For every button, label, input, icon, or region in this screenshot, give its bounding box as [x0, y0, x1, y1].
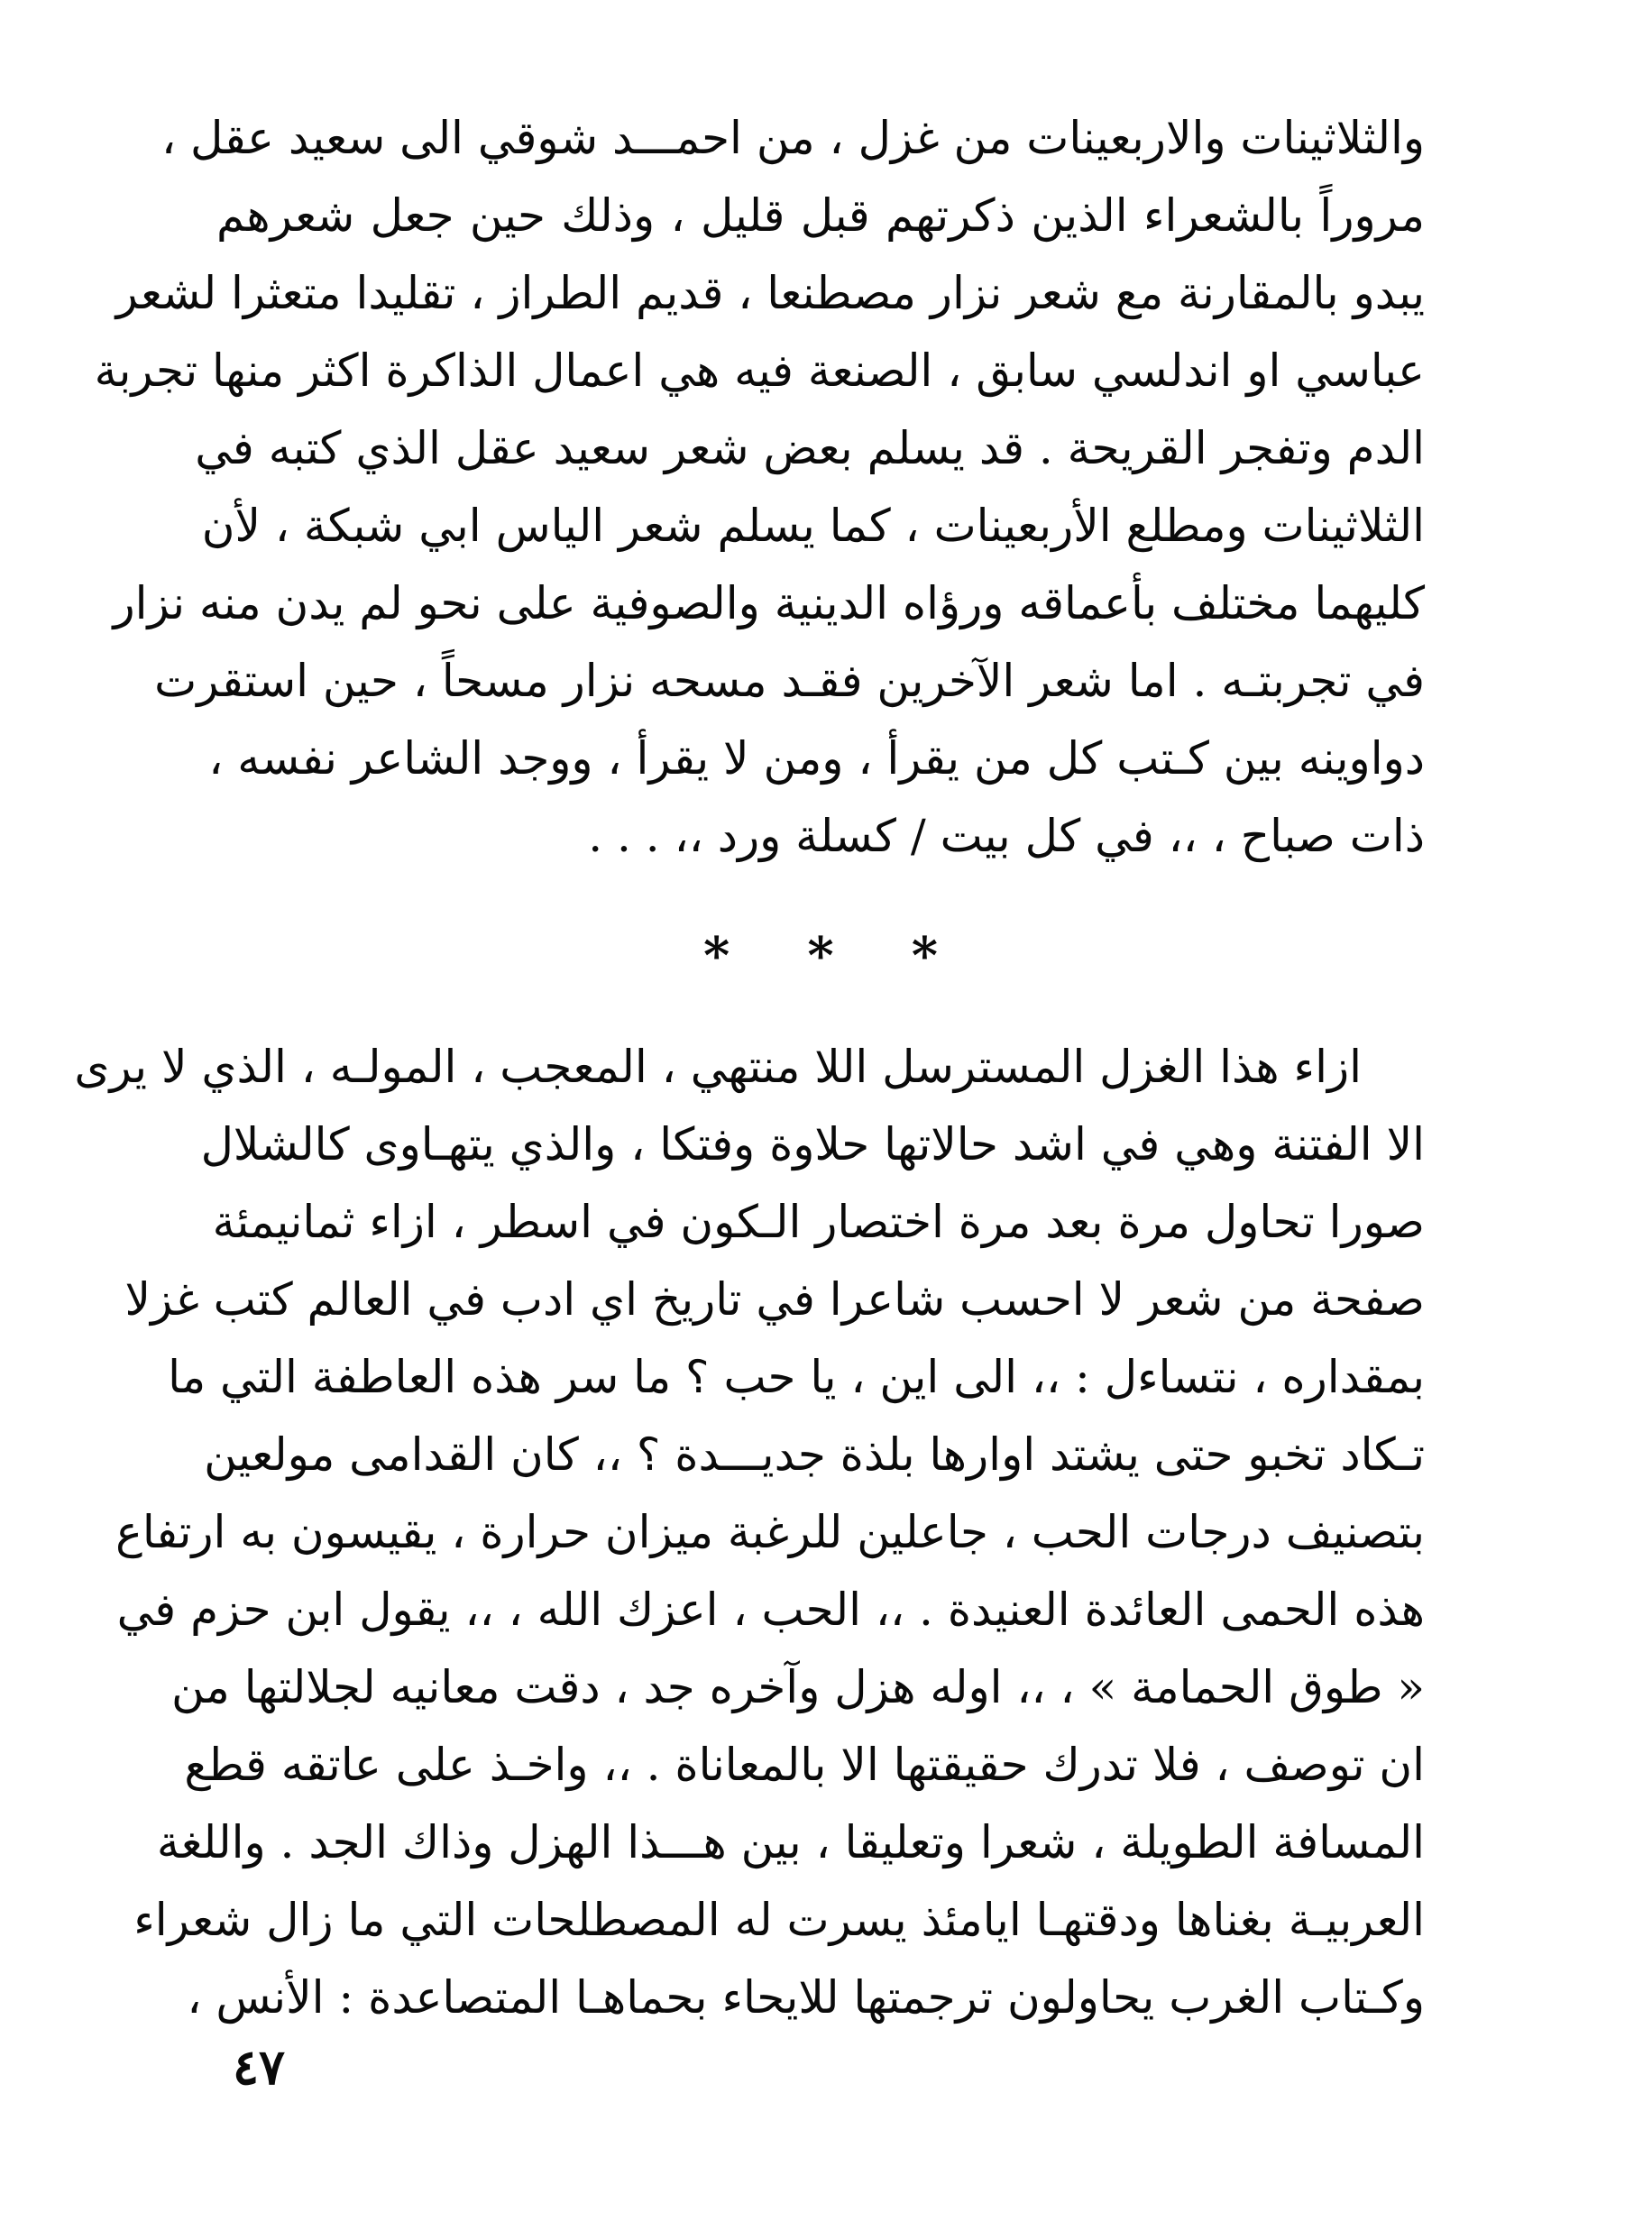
- text-line: ان توصف ، فلا تدرك حقيقتها الا بالمعاناة . ،، واخـذ على عاتقه قطع: [184, 1739, 1425, 1791]
- text-line: وكـتاب الغرب يحاولون ترجمتها للايحاء بحماهـا المتصاعدة : الأنس ،: [187, 1971, 1425, 2024]
- text-line: صفحة من شعر لا احسب شاعرا في تاريخ اي ادب في العالم كتب غزلا: [124, 1273, 1425, 1326]
- text-line: مروراً بالشعراء الذين ذكرتهم قبل قليل ، وذلك حين جعل شعرهم: [216, 189, 1425, 242]
- text-line: هذه الحمى العائدة العنيدة . ،، الحب ، اعزك الله ، ،، يقول ابن حزم في: [116, 1584, 1425, 1636]
- text-line: « طوق الحمامة » ، ،، اوله هزل وآخره جد ، دقت معانيه لجلالتها من: [170, 1661, 1425, 1713]
- text-line: ذات صباح ، ،، في كل بيت / كسلة ورد ،، . . .: [588, 810, 1425, 862]
- text-line: دواوينه بين كـتب كل من يقرأ ، ومن لا يقرأ ، ووجد الشاعر نفسه ،: [208, 732, 1425, 785]
- text-line: بمقداره ، نتساءل : ،، الى اين ، يا حب ؟ ما سر هذه العاطفة التي ما: [168, 1351, 1425, 1403]
- text-line: الثلاثينات ومطلع الأربعينات ، كما يسلم شعر الياس ابي شبكة ، لأن: [201, 500, 1425, 552]
- page-number: ٤٧: [233, 2038, 286, 2096]
- text-line: العربيـة بغناها ودقتهـا ايامئذ يسرت له المصطلحات التي ما زال شعراء: [133, 1894, 1425, 1946]
- text-line: والثلاثينات والاربعينات من غزل ، من احمـــد شوقي الى سعيد عقل ،: [161, 112, 1425, 164]
- text-line: بتصنيف درجات الحب ، جاعلين للرغبة ميزان حرارة ، يقيسون به ارتفاع: [115, 1506, 1425, 1558]
- asterisk: *: [703, 926, 730, 986]
- asterisk: *: [807, 926, 834, 986]
- text-line: يبدو بالمقارنة مع شعر نزار مصطنعا ، قديم الطراز ، تقليدا متعثرا لشعر: [115, 267, 1425, 319]
- asterisk: *: [911, 926, 938, 986]
- paragraph-2: [74, 1028, 1425, 2036]
- text-line: عباسي او اندلسي سابق ، الصنعة فيه هي اعمال الذاكرة اكثر منها تجربة: [94, 344, 1425, 397]
- text-line: كليهما مختلف بأعماقه ورؤاه الدينية والصوفية على نحو لم يدن منه نزار: [113, 577, 1425, 629]
- text-line: في تجربتـه . اما شعر الآخرين فقـد مسحه نزار مسحاً ، حين استقرت: [154, 655, 1425, 707]
- section-separator: [703, 920, 938, 992]
- text-line: ازاء هذا الغزل المسترسل اللا منتهي ، المعجب ، المولـه ، الذي لا يرى: [74, 1041, 1362, 1093]
- text-line: المسافة الطويلة ، شعرا وتعليقا ، بين هـــذا الهزل وذاك الجد . واللغة: [156, 1816, 1425, 1868]
- text-line: الدم وتفجر القريحة . قد يسلم بعض شعر سعيد عقل الذي كتبه في: [195, 422, 1425, 474]
- text-line: تـكاد تخبو حتى يشتد اوارها بلذة جديـــدة ؟ ،، كان القدامى مولعين: [204, 1428, 1425, 1481]
- paragraph-1: [94, 99, 1425, 875]
- text-line: صورا تحاول مرة بعد مرة اختصار الـكون في اسطر ، ازاء ثمانيمئة: [212, 1196, 1425, 1248]
- text-line: الا الفتنة وهي في اشد حالاتها حلاوة وفتكا ، والذي يتهـاوى كالشلال: [200, 1118, 1425, 1170]
